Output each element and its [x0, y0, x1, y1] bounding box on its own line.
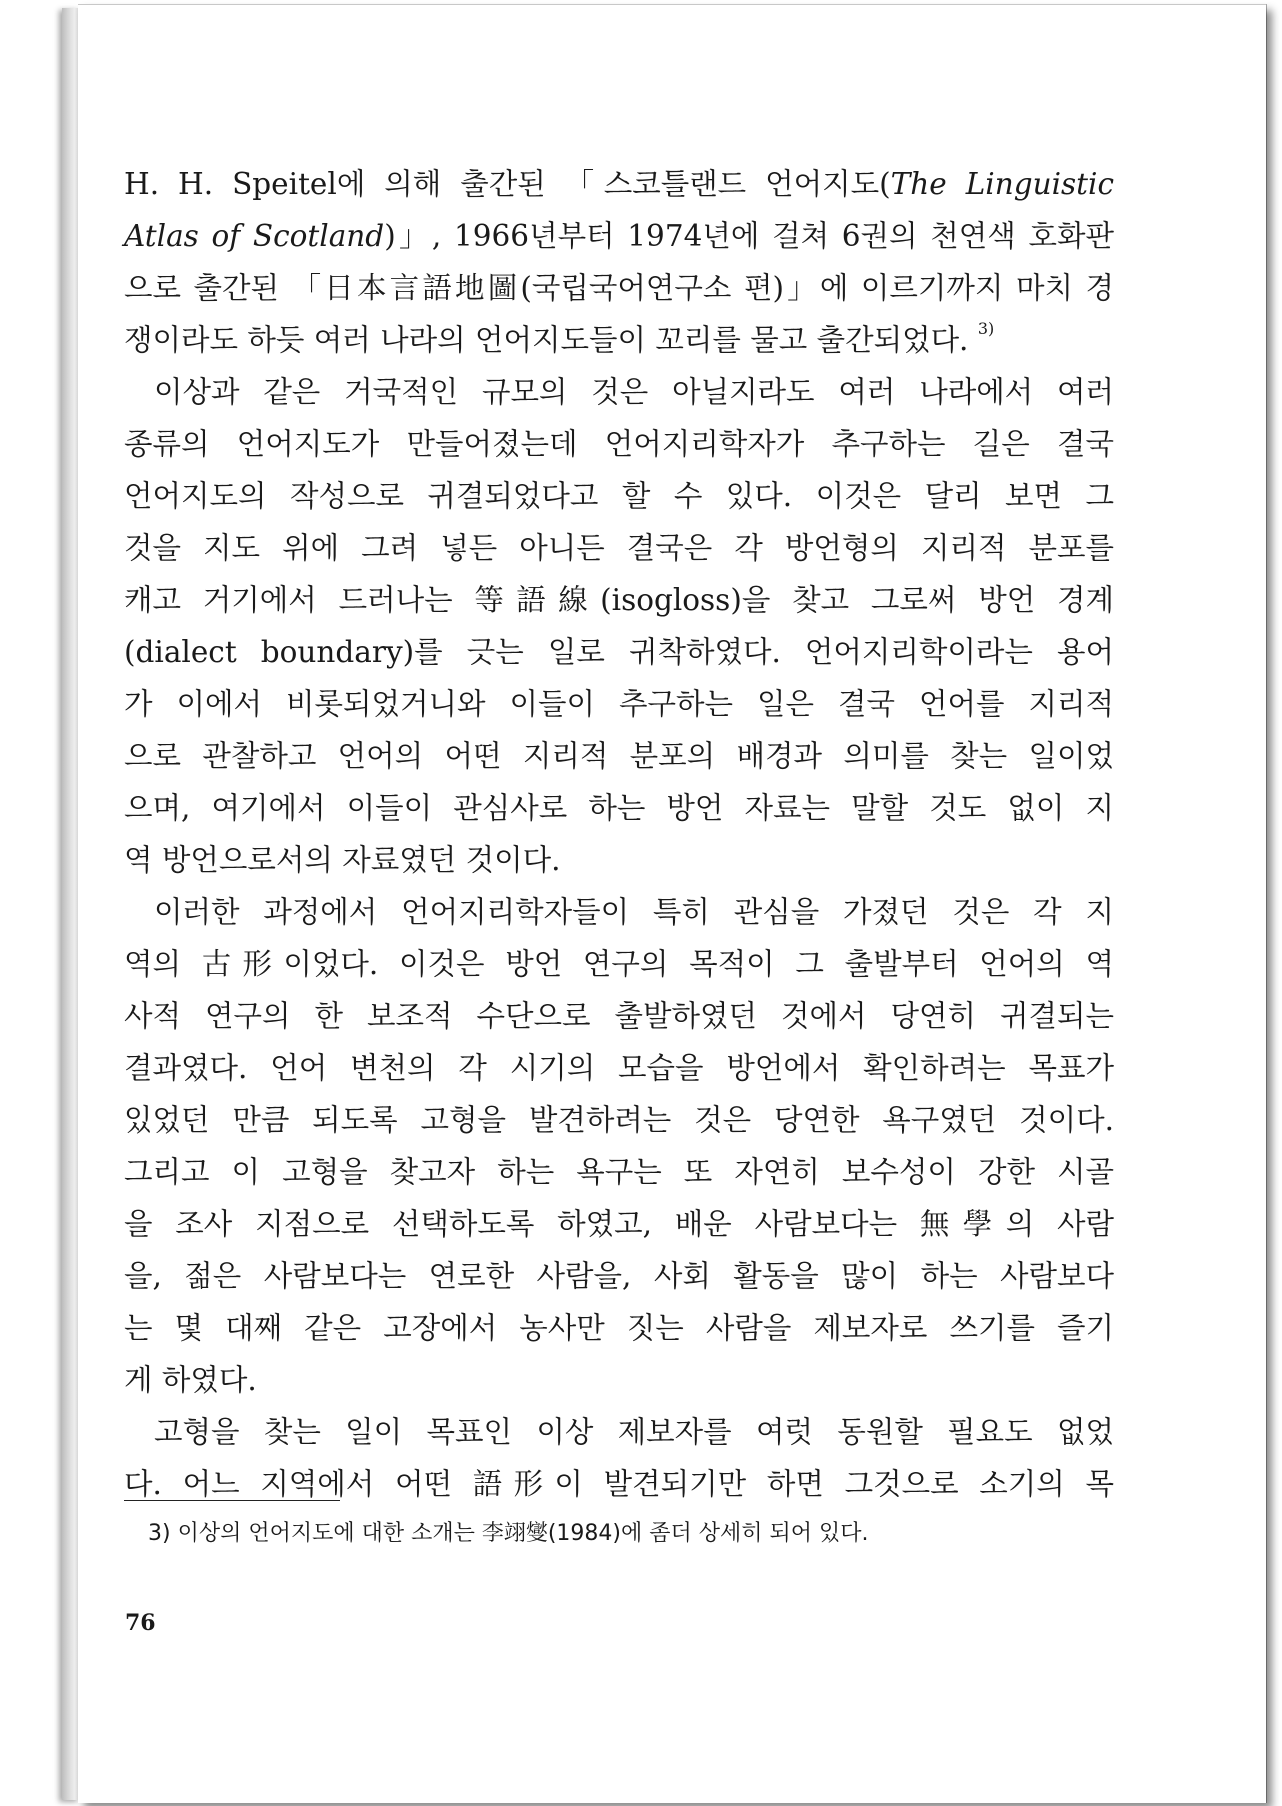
- body-line: 사적 연구의 한 보조적 수단으로 출발하였던 것에서 당연히 귀결되는: [124, 999, 1114, 1033]
- body-line: 것을 지도 위에 그려 넣든 아니든 결국은 각 방언형의 지리적 분포를: [124, 531, 1114, 565]
- body-line: 게 하였다.: [124, 1363, 257, 1397]
- paragraph-start-line: 고형을 찾는 일이 목표인 이상 제보자를 여럿 동원할 필요도 없었: [154, 1415, 1114, 1449]
- page-number: 76: [125, 1610, 156, 1636]
- body-line: 을 조사 지점으로 선택하도록 하였고, 배운 사람보다는 無學의 사람: [124, 1207, 1114, 1241]
- body-line: 그리고 이 고형을 찾고자 하는 욕구는 또 자연히 보수성이 강한 시골: [124, 1155, 1114, 1189]
- body-line: (dialect boundary)를 긋는 일로 귀착하였다. 언어지리학이라는 용어: [124, 635, 1114, 669]
- footnote: 3) 이상의 언어지도에 대한 소개는 李翊燮(1984)에 좀더 상세히 되어 있다.: [148, 1521, 869, 1546]
- body-line: 캐고 거기에서 드러나는 等語線(isogloss)을 찾고 그로써 방언 경계: [124, 583, 1114, 617]
- body-line: 언어지도의 작성으로 귀결되었다고 할 수 있다. 이것은 달리 보면 그: [124, 479, 1114, 513]
- body-line: 으로 관찰하고 언어의 어떤 지리적 분포의 배경과 의미를 찾는 일이었: [124, 739, 1114, 773]
- body-line: 가 이에서 비롯되었거니와 이들이 추구하는 일은 결국 언어를 지리적: [124, 687, 1114, 721]
- body-line: 으며, 여기에서 이들이 관심사로 하는 방언 자료는 말할 것도 없이 지: [124, 791, 1114, 825]
- book-title-italic: The Linguistic: [890, 167, 1114, 201]
- body-line: 역의 古形이었다. 이것은 방언 연구의 목적이 그 출발부터 언어의 역: [124, 947, 1114, 981]
- body-line: 다. 어느 지역에서 어떤 語形이 발견되기만 하면 그것으로 소기의 목: [124, 1467, 1114, 1501]
- footnote-divider: [124, 1500, 340, 1501]
- body-line: H. H. Speitel에 의해 출간된 「스코틀랜드 언어지도(The Linguistic: [124, 167, 1114, 201]
- body-line: 결과였다. 언어 변천의 각 시기의 모습을 방언에서 확인하려는 목표가: [124, 1051, 1114, 1085]
- body-line: 을, 젊은 사람보다는 연로한 사람을, 사회 활동을 많이 하는 사람보다: [124, 1259, 1114, 1293]
- paragraph-start-line: 이러한 과정에서 언어지리학자들이 특히 관심을 가졌던 것은 각 지: [154, 895, 1114, 929]
- body-line: 역 방언으로서의 자료였던 것이다.: [124, 843, 561, 877]
- footnote-reference: 3): [977, 319, 995, 338]
- body-line: 으로 출간된 「日本言語地圖(국립국어연구소 편)」에 이르기까지 마치 경: [124, 271, 1114, 305]
- body-line: 종류의 언어지도가 만들어졌는데 언어지리학자가 추구하는 길은 결국: [124, 427, 1114, 461]
- paragraph-start-line: 이상과 같은 거국적인 규모의 것은 아닐지라도 여러 나라에서 여러: [154, 375, 1114, 409]
- body-line: 는 몇 대째 같은 고장에서 농사만 짓는 사람을 제보자로 쓰기를 즐기: [124, 1311, 1114, 1345]
- book-title-italic: Atlas of Scotland: [124, 219, 385, 253]
- body-line: 있었던 만큼 되도록 고형을 발견하려는 것은 당연한 욕구였던 것이다.: [124, 1103, 1114, 1137]
- body-text: [124, 158, 1114, 1510]
- body-line: 쟁이라도 하듯 여러 나라의 언어지도들이 꼬리를 물고 출간되었다. $^{3)}$: [124, 319, 995, 357]
- body-line: Atlas of Scotland)」, 1966년부터 1974년에 걸쳐 6권의 천연색 호화판: [124, 219, 1114, 253]
